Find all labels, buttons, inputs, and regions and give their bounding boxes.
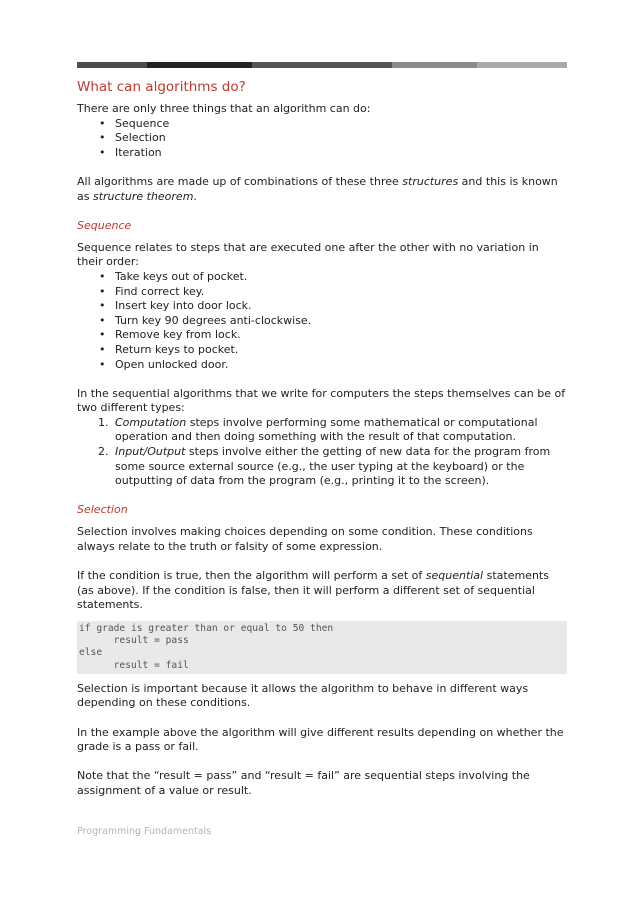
selection-heading: Selection: [77, 503, 128, 517]
header-bar-segment: [252, 62, 392, 68]
list-item: • Take keys out of pocket.: [99, 270, 567, 285]
step-types-list: [77, 416, 567, 489]
selection-paragraph-1: Selection involves making choices depending on some condition. These conditions always relate to the truth or falsity of some expression.: [77, 525, 533, 554]
code-block: [77, 621, 567, 674]
code-line: else: [79, 647, 103, 659]
structure-theorem-paragraph: All algorithms are made up of combinations of these three structures and this is known as structure theorem.: [77, 174, 558, 203]
list-item: • Iteration: [99, 146, 567, 161]
list-item: • Insert key into door lock.: [99, 299, 567, 314]
list-item: • Find correct key.: [99, 285, 567, 300]
code-line: if grade is greater than or equal to 50 then: [79, 623, 334, 634]
list-item: • Selection: [99, 131, 567, 146]
list-item: 2. Input/Output steps involve either the getting of new data for the program from some source external source (e.g., the user typing at the keyboard) or the outputting of data from the program (e.g., printing it to the screen).: [98, 445, 551, 488]
page-title: What can algorithms do?: [77, 79, 246, 95]
list-item: • Turn key 90 degrees anti-clockwise.: [99, 314, 567, 329]
code-line: result = pass: [79, 635, 189, 647]
header-bar-segment: [77, 62, 147, 68]
document-body: [77, 78, 567, 799]
selection-paragraph-4: In the example above the algorithm will give different results depending on whether the grade is a pass or fail.: [77, 725, 564, 754]
list-item: • Open unlocked door.: [99, 358, 567, 373]
list-item: • Sequence: [99, 117, 567, 132]
list-item: • Remove key from lock.: [99, 328, 567, 343]
list-item: 1. Computation steps involve performing some mathematical or computational operation and then doing something with the result of that computation.: [98, 415, 538, 444]
page-footer: Programming Fundamentals: [77, 826, 212, 837]
selection-paragraph-2: If the condition is true, then the algorithm will perform a set of sequential statements (as above). If the condition is false, then it will perform a different set of sequential statements.: [77, 569, 549, 612]
code-line: result = fail: [79, 659, 189, 671]
step-types-intro: In the sequential algorithms that we write for computers the steps themselves can be of two different types:: [77, 386, 566, 415]
three-things-list: [77, 117, 567, 161]
header-bar-segment: [147, 62, 252, 68]
intro-text: There are only three things that an algorithm can do:: [77, 102, 371, 115]
list-item: • Return keys to pocket.: [99, 343, 567, 358]
sequence-steps-list: [77, 270, 567, 372]
selection-paragraph-5: Note that the “result = pass” and “result = fail” are sequential steps involving the assignment of a value or result.: [77, 769, 530, 797]
sequence-intro: Sequence relates to steps that are executed one after the other with no variation in their order:: [77, 240, 539, 269]
header-color-bar: [77, 62, 567, 68]
sequence-heading: Sequence: [77, 218, 132, 232]
header-bar-segment: [392, 62, 477, 68]
header-bar-segment: [477, 62, 567, 68]
selection-paragraph-3: Selection is important because it allows the algorithm to behave in different ways depending on these conditions.: [77, 681, 529, 710]
